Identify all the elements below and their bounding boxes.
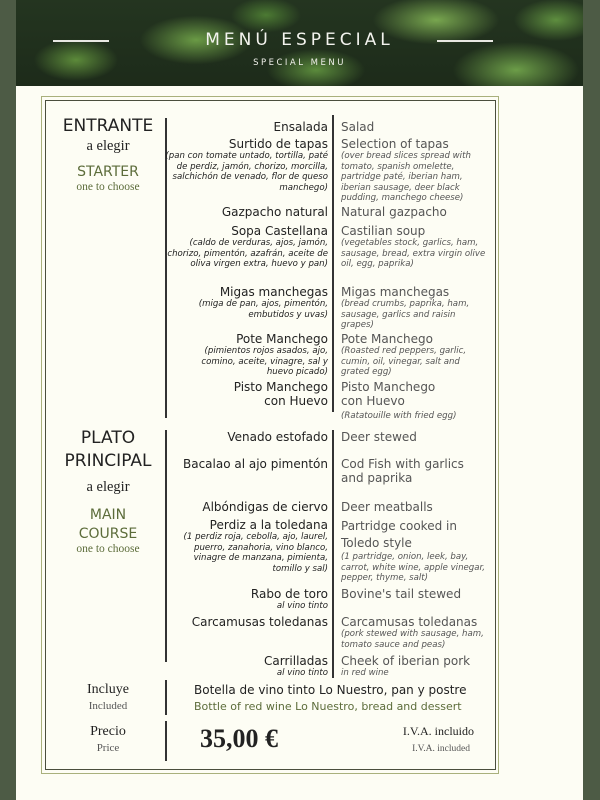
dish-name-es: Pisto Manchego con Huevo [233,380,328,408]
main-dish-en [341,654,470,679]
included-label-es: Incluye [87,682,129,697]
main-choose-en: one to choose [76,543,140,555]
starter-dish-es [163,224,328,270]
dish-desc-en: (bread crumbs, paprika, ham, sausage, garlics and raisin grapes) [341,299,470,330]
included-text-en: Bottle of red wine Lo Nuestro, bread and dessert [194,700,462,713]
dish-desc-es: (pan con tomate untado, tortilla, paté de perdiz, jamón, chorizo, morcilla, salchichón de venado, flor de queso manchego) [165,151,328,193]
starter-dish-en [341,285,491,331]
starter-choose-en: one to choose [76,181,140,193]
starter-title-es: ENTRANTE [62,116,154,136]
starter-dish-en [341,380,457,422]
vat-note-es: I.V.A. incluido [402,724,474,738]
dish-name-en: Castilian soup [341,224,426,238]
starter-dish-es [183,332,328,378]
main-dish-es [264,654,328,679]
dish-name-en: Deer meatballs [341,500,433,514]
dish-name-en: Bovine's tail stewed [341,587,462,601]
dish-desc-en: (1 partridge, onion, leek, bay, carrot, white wine, apple vinegar, pepper, thyme, salt) [341,552,485,583]
starter-dish-en [341,224,491,270]
divider-main-middle [332,430,334,678]
dish-desc-es: (1 perdiz roja, cebolla, ajo, laurel, puerro, zanahoria, vino blanco, vinagre de manzana, pimienta, tomillo y sal) [183,532,328,574]
dish-name-es: Surtido de tapas [228,137,328,151]
dish-name-es: Carcamusas toledanas [191,615,328,629]
dish-desc-en: (vegetables stock, garlics, ham, sausage, bread, extra virgin olive oil, egg, paprika) [341,238,486,269]
dish-desc-es: (miga de pan, ajos, pimentón, embutidos y uvas) [198,299,328,320]
main-dish-en [341,500,433,514]
price-label [50,724,166,754]
dish-desc-es: al vino tinto [276,601,328,611]
main-dish-en [341,430,417,444]
starter-dish-en [341,205,447,219]
dish-name-en: Deer stewed [341,430,417,444]
main-dish-en [341,587,461,601]
main-dish-en [341,615,491,650]
dish-name-en: Pote Manchego [341,332,433,346]
starter-dish-es [158,137,328,193]
price-label-en: Price [96,742,120,754]
starter-dish-es [274,120,328,134]
starter-dish-es [178,285,328,320]
starter-choose-es: a elegir [86,138,130,154]
dish-name-es: Venado estofado [227,430,328,444]
dish-name-es: Pote Manchego [236,332,328,346]
dish-name-es: Rabo de toro [250,587,328,601]
dish-name-es: Perdiz a la toledana [209,518,328,532]
starter-dish-es [218,380,328,408]
included-label-en: Included [88,700,128,712]
dish-name-en: Selection of tapas [341,137,449,151]
main-title-en-1: MAIN [89,507,127,523]
main-title-es-2: PRINCIPAL [64,451,152,471]
main-dish-es [178,518,328,574]
dish-name-en: Carcamusas toledanas [341,615,478,629]
vat-note-en: I.V.A. included [412,744,470,754]
dish-name-en: Pisto Manchego con Huevo [341,380,436,408]
menu-subtitle: SPECIAL MENU [253,58,346,68]
starter-dish-en [341,332,486,378]
dish-name-en: Cheek of iberian pork [341,654,471,668]
dish-name-es: Migas manchegas [219,285,328,299]
dish-name-en: Migas manchegas [341,285,450,299]
divider-starter-middle [332,115,334,412]
menu-title: MENÚ ESPECIAL [205,30,394,50]
included-label [50,682,166,712]
dish-desc-en: (over bread slices spread with tomato, spanish omelette, partridge paté, iberian ham, iberian sausage, deer black pudding, manchego cheese) [341,151,471,203]
main-dish-en [341,457,481,485]
dish-desc-en: in red wine [341,668,389,678]
dish-desc-es: (pimientos rojos asados, ajo, comino, aceite, vinagre, sal y huevo picado) [201,346,328,377]
dish-name-en: Partridge cooked in Toledo style [341,519,457,550]
main-dish-es [227,430,328,444]
main-dish-es [192,615,328,629]
starter-dish-en [341,137,491,204]
starter-title-en: STARTER [77,164,139,180]
header-banner [16,0,583,86]
dish-name-es: Carrilladas [264,654,328,668]
dish-desc-en: (pork stewed with sausage, ham, tomato sauce and peas) [341,629,484,650]
dish-name-en: Cod Fish with garlics and paprika [341,457,464,485]
dish-name-es: Albóndigas de ciervo [202,500,328,514]
main-title-en-2: COURSE [78,526,138,542]
dish-desc-en: (Ratatouille with fried egg) [341,411,457,421]
main-title-es-1: PLATO [80,428,136,448]
dish-name-en: Salad [341,120,375,134]
price-value: 35,00 € [200,724,278,753]
dish-name-es: Sopa Castellana [231,224,328,238]
dish-name-es: Bacalao al ajo pimentón [182,457,328,471]
dish-desc-en: (Roasted red peppers, garlic, cumin, oil, vinegar, salt and grated egg) [341,346,467,377]
main-choose-es: a elegir [86,479,130,495]
main-dish-es [251,587,328,612]
included-text-es: Botella de vino tinto Lo Nuestro, pan y postre [194,683,467,697]
dish-desc-es: al vino tinto [276,668,328,678]
starter-dish-es [222,205,328,219]
dish-name-es: Gazpacho natural [221,205,328,219]
price-label-es: Precio [90,724,126,739]
main-dish-es [202,500,328,514]
dish-name-es: Ensalada [273,120,328,134]
starter-category [50,116,166,193]
main-dish-en [341,518,491,584]
dish-name-en: Natural gazpacho [341,205,447,219]
main-dish-es [183,457,328,471]
main-category [50,428,166,555]
dish-desc-es: (caldo de verduras, ajos, jamón, chorizo, pimentón, azafrán, aceite de oliva virgen extra, huevo y pan) [167,238,328,269]
starter-dish-en [341,120,374,134]
